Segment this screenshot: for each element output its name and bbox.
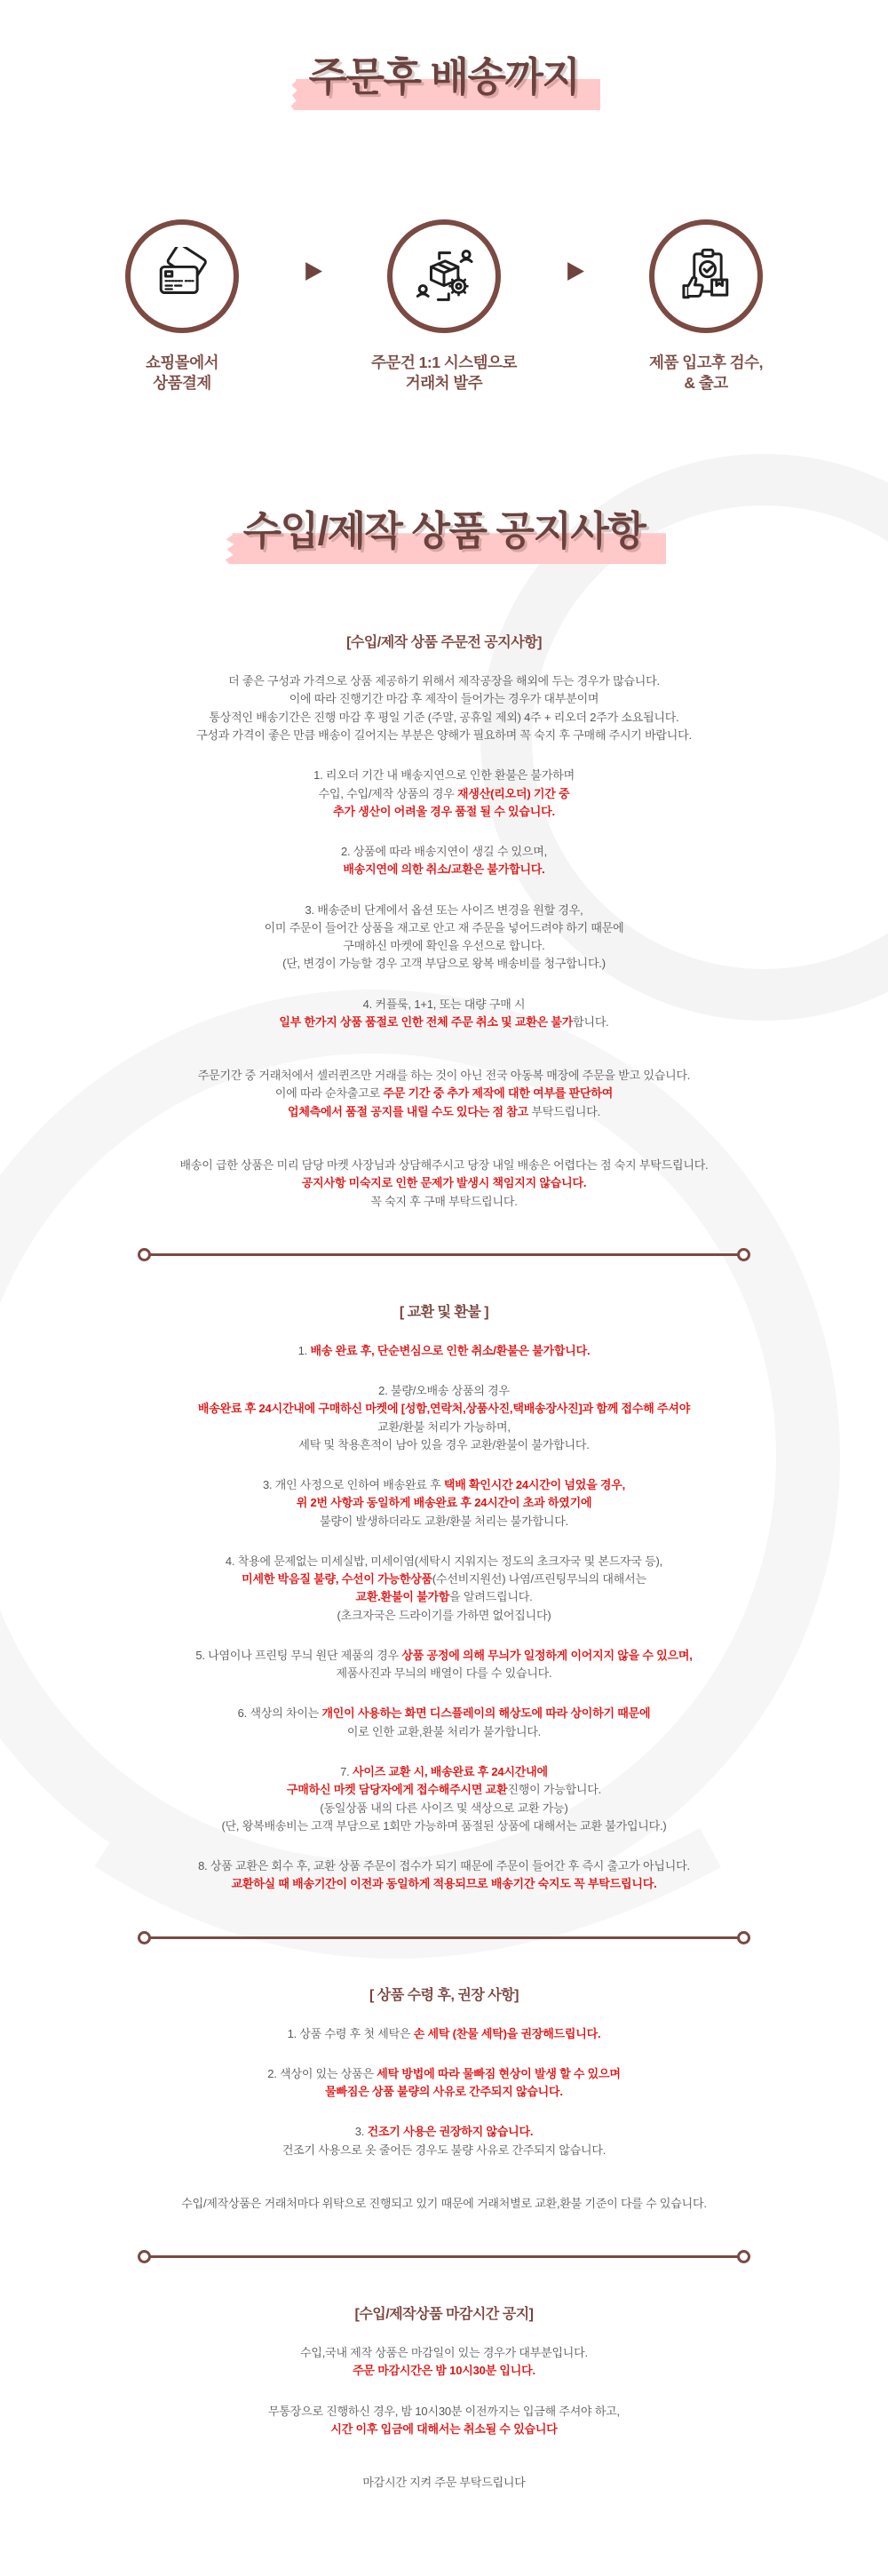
notice-block	[0, 1382, 888, 1454]
notice-text-emphasis: 배송 완료 후, 단순변심으로 인한 취소/환불은 불가합니다.	[310, 1343, 591, 1357]
notice-text: 수입/제작상품은 거래처마다 위탁으로 진행되고 있기 때문에 거래처별로 교환,환불 기준이 다를 수 있습니다.	[181, 2196, 707, 2210]
notice-text: 무통장으로 진행하신 경우, 밤 10시30분 이전까지는 입금해 주셔야 하고,	[268, 2404, 620, 2418]
step-label-line: & 출고	[684, 374, 728, 393]
notice-text-emphasis: 구매하신 마켓 담당자에게 접수해주시면 교환	[286, 1783, 508, 1797]
notice-text: 부탁드립니다.	[528, 1104, 601, 1118]
notice-text: 1.	[297, 1343, 311, 1357]
notice-text-emphasis: 교환.환불이 불가함	[355, 1590, 450, 1604]
notice-block	[0, 2474, 888, 2492]
notice-text: 제품사진과 무늬의 배열이 다를 수 있습니다.	[336, 1666, 552, 1681]
notice-text: 구성과 가격이 좋은 만큼 배송이 길어지는 부분은 양해가 필요하며 꼭 숙지 후 구매해 주시기 바랍니다.	[196, 727, 692, 742]
notice-text-emphasis: 위 2번 사항과 동일하게 배송완료 후 24시간이 초과 하였기에	[296, 1496, 592, 1510]
notice-block	[0, 1553, 888, 1625]
notice-text-emphasis: 배송지연에 의한 취소/교환은 불가합니다.	[343, 863, 545, 877]
divider-end-dot	[138, 1248, 151, 1261]
notice-section-deadline-notice	[0, 2302, 888, 2492]
notice-text: 불량이 발생하더라도 교환/환불 처리는 불가합니다.	[320, 1514, 568, 1528]
notice-text: 1. 상품 수령 후 첫 세탁은	[287, 2026, 414, 2040]
notice-text-emphasis: 개인이 사용하는 화면 디스플레이의 해상도에 따라 상이하기 때문에	[321, 1706, 651, 1721]
notice-text: 수입, 수입/제작 상품의 경우	[318, 786, 458, 800]
notice-text: 꼭 숙지 후 구매 부탁드립니다.	[370, 1194, 518, 1208]
notice-text-emphasis: 주문 기간 중 추가 제작에 대한 여부를 판단하여	[383, 1086, 614, 1101]
notice-text-emphasis: 건조기 사용은 권장하지 않습니다.	[367, 2125, 534, 2139]
notice-text: 5. 나염이나 프린팅 무늬 원단 제품의 경우	[195, 1648, 402, 1662]
notice-text: (단, 변경이 가능할 경우 고객 부담으로 왕복 배송비를 청구합니다.)	[282, 957, 606, 971]
notice-block	[0, 1705, 888, 1741]
step-label-inspection	[649, 353, 763, 394]
page-title-delivery	[0, 0, 888, 102]
notice-block	[0, 1647, 888, 1683]
notice-text: 3. 개인 사정으로 인하여 배송완료 후	[262, 1478, 444, 1492]
process-step-order-system	[347, 219, 541, 394]
notice-text: 합니다.	[573, 1014, 609, 1029]
divider-line	[150, 1253, 738, 1256]
notice-text-emphasis: 물빠짐은 상품 불량의 사유로 간주되지 않습니다.	[325, 2085, 563, 2099]
triangle-right-icon	[302, 260, 324, 282]
notice-block	[0, 2403, 888, 2439]
page-title-notice	[0, 498, 888, 556]
notice-block	[0, 2344, 888, 2381]
notice-text-emphasis: 일부 한가지 상품 품절로 인한 전체 주문 취소 및 교환은 불가	[279, 1014, 574, 1029]
notice-text: 이로 인한 교환,환불 처리가 불가합니다.	[346, 1724, 542, 1738]
section-divider	[138, 1248, 750, 1261]
title-highlight: 주문후 배송까지	[302, 44, 587, 102]
notice-text: 을 알려드립니다.	[449, 1590, 533, 1604]
notice-text: 세탁 및 착용흔적이 남아 있을 경우 교환/환불이 불가합니다.	[298, 1437, 590, 1451]
notice-block	[0, 2123, 888, 2159]
divider-end-dot	[737, 1931, 750, 1944]
notice-block	[0, 1763, 888, 1835]
divider-end-dot	[138, 1931, 151, 1944]
step-label-payment	[146, 353, 218, 394]
section-heading: [수입/제작상품 마감시간 공지]	[354, 2307, 534, 2323]
notice-block	[0, 767, 888, 821]
notice-block	[0, 2065, 888, 2102]
notice-text-emphasis: 사이즈 교환 시, 배송완료 후 24시간내에	[352, 1765, 548, 1779]
divider-line	[150, 1936, 738, 1939]
notice-text-emphasis: 상품 공정에 의해 무늬가 일정하게 이어지지 않을 수 있으며,	[401, 1648, 693, 1662]
notice-text: 건조기 사용으로 옷 줄어든 경우도 불량 사유로 간주되지 않습니다.	[281, 2143, 607, 2157]
step-label-order-system	[371, 353, 517, 394]
notice-text: 주문기간 중 거래처에서 셀러퀸즈만 거래를 하는 것이 아닌 전국 아동복 매장에 주문을 받고 있습니다.	[197, 1069, 691, 1083]
process-step-payment	[85, 219, 279, 394]
step-label-line: 상품결제	[153, 374, 211, 393]
notice-text: 이미 주문이 들어간 상품을 재고로 안고 재 주문을 넣어드려야 하기 때문에	[264, 920, 624, 934]
notice-text-emphasis: 택배 확인시간 24시간이 넘었을 경우,	[443, 1478, 626, 1492]
notice-text: 이에 따라 진행기간 마감 후 제작이 들어가는 경우가 대부분이며	[289, 692, 599, 706]
notice-text: 7.	[340, 1765, 353, 1779]
notice-block	[0, 672, 888, 744]
notice-text-emphasis: 재생산(리오더) 기간 중	[457, 786, 570, 800]
notice-text: 통상적인 배송기간은 진행 마감 후 평일 기준 (주말, 공휴일 제외) 4주 + 리오더 2주가 소요됩니다.	[209, 710, 679, 724]
notice-text-emphasis: 세탁 방법에 따라 물빠짐 현상이 발생 할 수 있으며	[377, 2066, 621, 2080]
notice-text: 8. 상품 교환은 회수 후, 교환 상품 주문이 접수가 되기 때문에 주문이 들어간 후 즉시 출고가 아닙니다.	[198, 1859, 690, 1873]
notice-section-exchange-refund	[0, 1300, 888, 1894]
title-highlight: 수입/제작 상품 공지사항	[236, 498, 653, 556]
notice-text: 이에 따라 순차출고로	[274, 1086, 384, 1101]
notice-text: 2. 상품에 따라 배송지연이 생길 수 있으며,	[340, 845, 548, 859]
notice-text-emphasis: 배송완료 후 24시간내에 구매하신 마켓에 [성함,연락처,상품사진,택배송장사진]과 함께 접수해 주셔야	[197, 1402, 691, 1416]
notice-text: 교환/환불 처리가 가능하며,	[377, 1419, 511, 1434]
order-process-flow	[0, 219, 888, 394]
notice-block	[0, 1342, 888, 1360]
notice-text: 2. 불량/오배송 상품의 경우	[378, 1384, 510, 1398]
notice-section-after-receipt-care	[0, 1984, 888, 2214]
notice-text: 마감시간 지켜 주문 부탁드립니다	[362, 2476, 526, 2490]
section-divider	[138, 2250, 750, 2263]
section-heading: [ 교환 및 환불 ]	[399, 1304, 489, 1320]
step-label-line: 주문건 1:1 시스템으로	[371, 354, 517, 371]
divider-end-dot	[737, 2250, 750, 2263]
notice-text: (초크자국은 드라이기를 가하면 없어집니다)	[337, 1608, 551, 1622]
notice-body	[0, 631, 888, 2492]
credit-card-icon	[125, 219, 239, 333]
notice-block	[0, 1857, 888, 1894]
notice-section-pre-order-notice	[0, 631, 888, 1211]
divider-end-dot	[138, 2250, 151, 2263]
notice-text-emphasis: 교환하실 때 배송기간이 이전과 동일하게 적용되므로 배송기간 숙지도 꼭 부탁드립니다.	[231, 1877, 657, 1891]
notice-text-emphasis: 미세한 박음질 불량, 수선이 가능한상품	[242, 1572, 432, 1586]
notice-block	[0, 1067, 888, 1121]
section-heading: [수입/제작 상품 주문전 공지사항]	[346, 635, 542, 651]
section-divider	[138, 1931, 750, 1944]
notice-text: (동일상품 내의 다른 사이즈 및 색상으로 교환 가능)	[320, 1801, 568, 1815]
process-step-inspection	[609, 219, 803, 394]
notice-text: 6. 색상의 차이는	[237, 1706, 322, 1721]
section-heading: [ 상품 수령 후, 권장 사항]	[369, 1987, 519, 2003]
triangle-right-icon	[564, 260, 586, 282]
notice-text: 진행이 가능합니다.	[507, 1783, 602, 1797]
notice-text: 배송이 급한 상품은 미리 담당 마켓 사장님과 상담해주시고 당장 내일 배송은 어렵다는 점 숙지 부탁드립니다.	[179, 1157, 709, 1172]
notice-block	[0, 843, 888, 879]
notice-text: 수입,국내 제작 상품은 마감일이 있는 경우가 대부분입니다.	[300, 2346, 588, 2360]
notice-text: (수선비지원선) 나염/프린팅무늬의 대해서는	[432, 1572, 646, 1586]
divider-end-dot	[737, 1248, 750, 1261]
notice-block	[0, 1157, 888, 1211]
notice-block	[0, 1476, 888, 1530]
divider-line	[150, 2255, 738, 2258]
notice-text: 4. 커플룩, 1+1, 또는 대량 구매 시	[362, 997, 526, 1011]
notice-text-emphasis: 공지사항 미숙지로 인한 문제가 발생시 책임지지 않습니다.	[301, 1176, 587, 1190]
step-label-line: 제품 입고후 검수,	[649, 354, 763, 371]
inspection-icon	[649, 219, 763, 333]
notice-text-emphasis: 시간 이후 입금에 대해서는 취소될 수 있습니다	[330, 2422, 558, 2436]
notice-text-emphasis: 추가 생산이 어려울 경우 품절 될 수 있습니다.	[333, 804, 555, 818]
notice-text: 1. 리오더 기간 내 배송지연으로 인한 환불은 불가하며	[313, 768, 575, 783]
step-label-line: 거래처 발주	[405, 374, 483, 393]
order-system-icon	[387, 219, 501, 333]
notice-text: 3. 배송준비 단계에서 옵션 또는 사이즈 변경을 원할 경우,	[305, 902, 583, 917]
notice-text-emphasis: 손 세탁 (찬물 세탁)을 권장해드립니다.	[413, 2026, 601, 2040]
notice-block	[0, 902, 888, 974]
notice-text: (단, 왕복배송비는 고객 부담으로 1회만 가능하며 품절된 상품에 대해서는 교환 불가입니다.)	[221, 1818, 667, 1833]
notice-block	[0, 996, 888, 1032]
notice-block	[0, 2195, 888, 2213]
notice-text: 구매하신 마켓에 확인을 우선으로 합니다.	[343, 939, 545, 953]
notice-text: 2. 색상이 있는 상품은	[267, 2066, 377, 2080]
notice-text-emphasis: 업체측에서 품절 공지를 내릴 수도 있다는 점 참고	[287, 1104, 529, 1118]
notice-text: 4. 착용에 문제없는 미세실밥, 미세이염(세탁시 지워지는 정도의 초크자국 및 본드자국 등),	[225, 1554, 663, 1568]
notice-text: 더 좋은 구성과 가격으로 상품 제공하기 위해서 제작공장을 해외에 두는 경우가 많습니다.	[228, 674, 660, 688]
notice-text: 3.	[354, 2125, 368, 2139]
notice-block	[0, 2025, 888, 2043]
step-label-line: 쇼핑몰에서	[145, 354, 219, 371]
notice-text-emphasis: 주문 마감시간은 밤 10시30분 입니다.	[353, 2364, 535, 2378]
